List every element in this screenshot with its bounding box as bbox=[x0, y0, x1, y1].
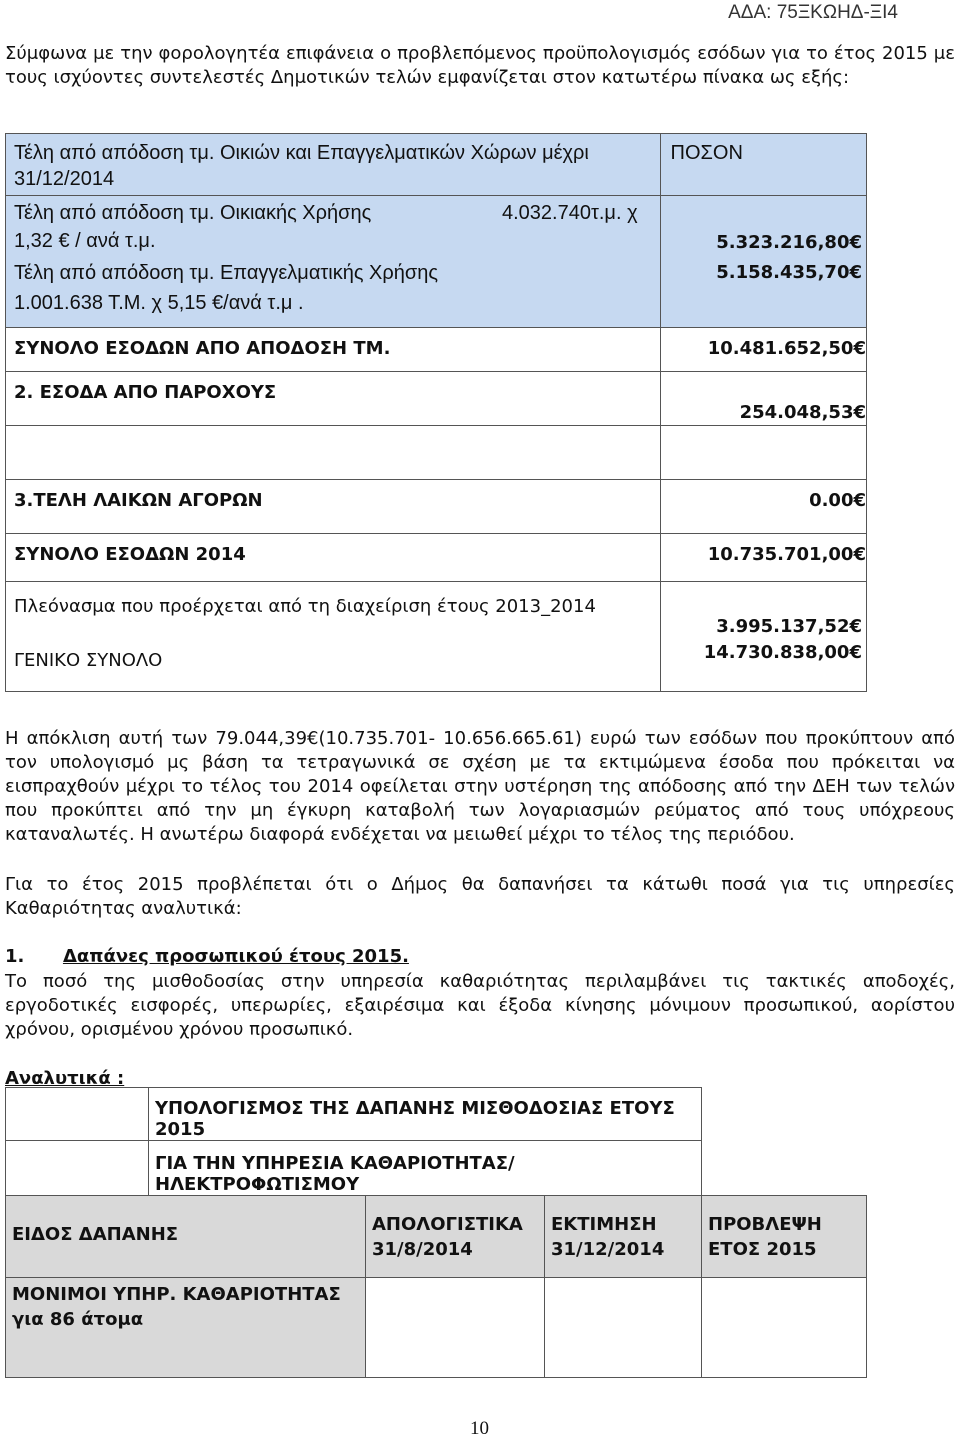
row4-amount: 0.00€ bbox=[660, 480, 866, 534]
col-forecast: ΠΡΟΒΛΕΨΗ ΕΤΟΣ 2015 bbox=[702, 1196, 867, 1278]
expense-title1: ΥΠΟΛΟΓΙΣΜΟΣ ΤΗΣ ΔΑΠΑΝΗΣ ΜΙΣΘΟΔΟΣΙΑΣ ΕΤΟΥΣ 2015 bbox=[149, 1088, 702, 1141]
total2-label: ΣΥΝΟΛΟ ΕΣΟΔΩΝ 2014 bbox=[6, 534, 661, 582]
row3-label: 2. ΕΣΟΔΑ ΑΠΟ ΠΑΡΟΧΟΥΣ bbox=[6, 372, 661, 426]
row2-amount: 5.158.435,70€ bbox=[716, 262, 862, 283]
surplus-cell bbox=[6, 582, 661, 692]
intro-paragraph: Σύμφωνα με την φορολογητέα επιφάνεια ο προβλεπόμενος προϋπολογισμός εσόδων για το έτος 2015 με τους ισχύοντες συντελεστές Δημοτικών τελών εμφανίζεται στον κατωτέρω πίνακα ως εξής: bbox=[5, 43, 955, 88]
analytika-heading bbox=[5, 1068, 124, 1089]
revenue-rows-right bbox=[660, 196, 866, 328]
forecast-paragraph: Για το έτος 2015 προβλέπεται ότι ο Δήμος θα δαπανήσει τα κάτωθι ποσά για τις υπηρεσίες Καθαριότητας αναλυτικά: bbox=[5, 874, 955, 919]
col-actual: ΑΠΟΛΟΓΙΣΤΙΚΑ 31/8/2014 bbox=[366, 1196, 545, 1278]
col-estimate: ΕΚΤΙΜΗΣΗ 31/12/2014 bbox=[545, 1196, 702, 1278]
page-number: 10 bbox=[470, 1418, 489, 1439]
total1-label: ΣΥΝΟΛΟ ΕΣΟΔΩΝ ΑΠΟ ΑΠΟΔΟΣΗ ΤΜ. bbox=[6, 328, 661, 372]
col-type: ΕΙΔΟΣ ΔΑΠΑΝΗΣ bbox=[6, 1196, 366, 1278]
revenue-header-right: ΠΟΣΟΝ bbox=[660, 134, 866, 196]
surplus-label: Πλεόνασμα που προέρχεται από τη διαχείριση έτους 2013_2014 bbox=[14, 596, 596, 617]
revenue-header-left: Τέλη από απόδοση τμ. Οικιών και Επαγγελματικών Χώρων μέχρι 31/12/2014 bbox=[6, 134, 661, 196]
row1-detail-b: 1,32 € / ανά τ.μ. bbox=[14, 230, 156, 252]
row1-label: ΜΟΝΙΜΟΙ ΥΠΗΡ. ΚΑΘΑΡΙΟΤΗΤΑΣ για 86 άτομα bbox=[6, 1278, 366, 1378]
grand-label: ΓΕΝΙΚΟ ΣΥΝΟΛΟ bbox=[14, 650, 163, 671]
surplus-amount: 3.995.137,52€ bbox=[716, 616, 862, 637]
explanation-paragraph: Η απόκλιση αυτή των 79.044,39€(10.735.701- 10.656.665.61) ευρώ των εσόδων που προκύπτουν από τον υπολογισμό μς βάση τα τετραγωνικά σε σχέση με τα εκτιμώμενα έσοδα που πρόκειται να εισπραχθούν μέχρι το τέλος του 2014 οφείλεται στην υστέρηση της απόδοσης από την ΔΕΗ των τελών που προκύπτει από την μη έγκυρη καταβολή των λογαριασμών ρεύματος από τους υπόχρεους καταναλωτές. Η ανωτέρω διαφορά ενδέχεται να μειωθεί μέχρι το τέλος της περιόδου. bbox=[5, 728, 955, 845]
section1-heading bbox=[5, 946, 409, 967]
row1-text: Τέλη από απόδοση τμ. Οικιακής Χρήσης bbox=[14, 202, 372, 224]
surplus-amounts bbox=[660, 582, 866, 692]
section1-number: 1. bbox=[5, 946, 25, 967]
grand-amount: 14.730.838,00€ bbox=[703, 642, 862, 663]
analytika-label: Αναλυτικά : bbox=[5, 1068, 125, 1089]
section1-title: Δαπάνες προσωπικού έτους 2015. bbox=[62, 946, 409, 967]
row4-label: 3.ΤΕΛΗ ΛΑΙΚΩΝ ΑΓΟΡΩΝ bbox=[6, 480, 661, 534]
total1-amount: 10.481.652,50€ bbox=[660, 328, 866, 372]
payroll-paragraph: Το ποσό της μισθοδοσίας στην υπηρεσία καθαριότητας περιλαμβάνει τις τακτικές αποδοχές, εργοδοτικές εισφορές, υπερωρίες, εξαιρέσιμα και έξοδα κίνησης μόνιμουν προσωπικού, αορίστου χρόνου, ορισμένου χρόνου προσωπικό. bbox=[5, 971, 955, 1040]
total2-amount: 10.735.701,00€ bbox=[660, 534, 866, 582]
document-code: ΑΔΑ: 75ΞΚΩΗΔ-ΞΙ4 bbox=[728, 2, 898, 23]
row3-amount: 254.048,53€ bbox=[660, 372, 866, 426]
row2-detail: 1.001.638 Τ.Μ. χ 5,15 €/ανά τ.μ . bbox=[14, 292, 304, 314]
revenue-table bbox=[5, 133, 867, 692]
row2-text: Τέλη από απόδοση τμ. Επαγγελματικής Χρήσης bbox=[14, 262, 438, 284]
expense-title2: ΓΙΑ ΤΗΝ ΥΠΗΡΕΣΙΑ ΚΑΘΑΡΙΟΤΗΤΑΣ/ ΗΛΕΚΤΡΟΦΩΤΙΣΜΟΥ bbox=[149, 1141, 702, 1196]
row1-amount: 5.323.216,80€ bbox=[716, 232, 862, 253]
row1-detail-a: 4.032.740τ.μ. χ bbox=[502, 202, 638, 224]
revenue-rows-left bbox=[6, 196, 661, 328]
expense-table bbox=[5, 1087, 867, 1378]
